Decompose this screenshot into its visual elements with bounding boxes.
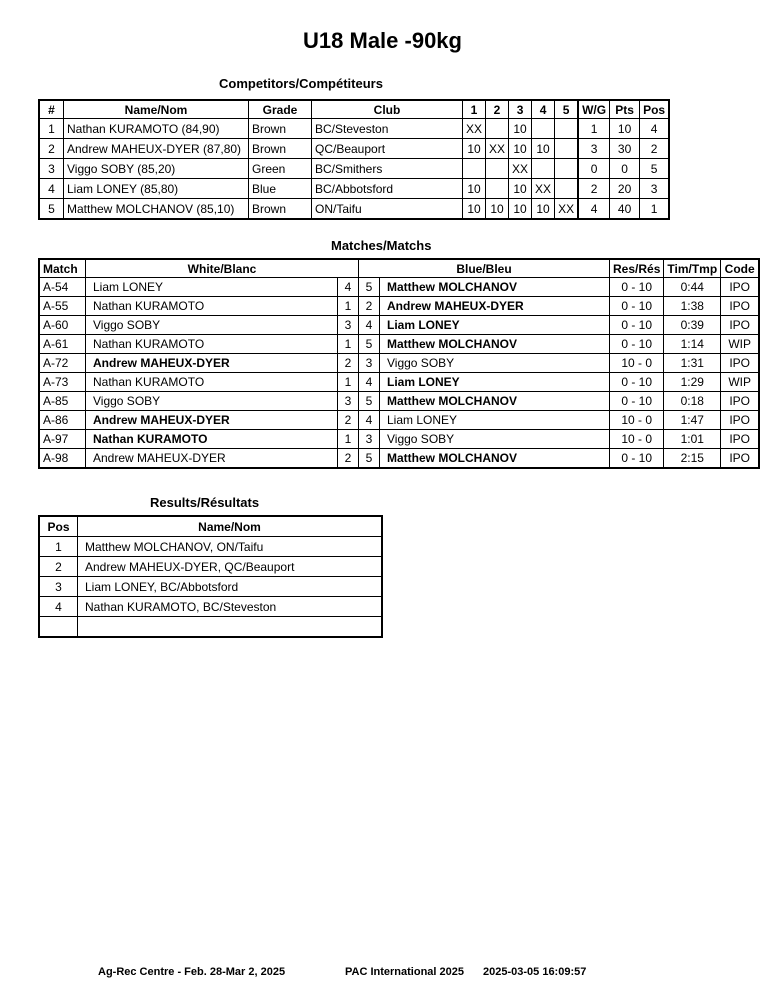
blue-competitor: Viggo SOBY xyxy=(380,430,610,449)
blue-competitor: Matthew MOLCHANOV xyxy=(380,392,610,411)
match-row xyxy=(39,449,759,469)
score-5 xyxy=(555,159,579,179)
white-competitor: Nathan KURAMOTO xyxy=(86,373,338,392)
blue-number: 3 xyxy=(359,430,380,449)
points: 20 xyxy=(610,179,640,199)
result-name: Nathan KURAMOTO, BC/Steveston xyxy=(78,597,383,617)
white-competitor: Andrew MAHEUX-DYER xyxy=(86,354,338,373)
result-position: 4 xyxy=(39,597,78,617)
wins: 3 xyxy=(578,139,610,159)
footer-venue: Ag-Rec Centre - Feb. 28-Mar 2, 2025 xyxy=(98,966,286,978)
club: BC/Abbotsford xyxy=(312,179,463,199)
grade: Green xyxy=(249,159,312,179)
match-result: 0 - 10 xyxy=(610,278,664,297)
result-row xyxy=(39,577,382,597)
match-result: 0 - 10 xyxy=(610,316,664,335)
match-time: 0:39 xyxy=(664,316,721,335)
col-header-match: Match xyxy=(39,259,86,278)
wins: 0 xyxy=(578,159,610,179)
match-result: 0 - 10 xyxy=(610,449,664,469)
match-result: 0 - 10 xyxy=(610,297,664,316)
match-id: A-97 xyxy=(39,430,86,449)
competitor-row xyxy=(39,159,669,179)
blue-competitor: Liam LONEY xyxy=(380,316,610,335)
result-name xyxy=(78,617,383,638)
score-4 xyxy=(532,159,555,179)
match-time: 1:14 xyxy=(664,335,721,354)
points: 0 xyxy=(610,159,640,179)
result-row xyxy=(39,617,382,638)
match-id: A-54 xyxy=(39,278,86,297)
result-position: 2 xyxy=(39,557,78,577)
competitors-section-title: Competitors/Compétiteurs xyxy=(219,76,383,91)
white-competitor: Viggo SOBY xyxy=(86,392,338,411)
white-competitor: Andrew MAHEUX-DYER xyxy=(86,411,338,430)
score-2: 10 xyxy=(486,199,509,220)
grade: Brown xyxy=(249,199,312,220)
match-row xyxy=(39,373,759,392)
col-header-wg: W/G xyxy=(578,100,610,119)
competitors-table xyxy=(38,99,670,220)
score-4: XX xyxy=(532,179,555,199)
match-result: 0 - 10 xyxy=(610,373,664,392)
score-1: 10 xyxy=(463,179,486,199)
position: 1 xyxy=(640,199,670,220)
match-row xyxy=(39,297,759,316)
match-code: IPO xyxy=(721,411,760,430)
position: 5 xyxy=(640,159,670,179)
col-header-time: Tim/Tmp xyxy=(664,259,721,278)
points: 40 xyxy=(610,199,640,220)
club: BC/Steveston xyxy=(312,119,463,139)
competitor-row xyxy=(39,179,669,199)
col-header-2: 2 xyxy=(486,100,509,119)
results-section-title: Results/Résultats xyxy=(150,495,260,510)
col-header-3: 3 xyxy=(509,100,532,119)
blue-number: 4 xyxy=(359,316,380,335)
results-table xyxy=(38,515,383,638)
white-competitor: Andrew MAHEUX-DYER xyxy=(86,449,338,469)
score-3: 10 xyxy=(509,139,532,159)
club: QC/Beauport xyxy=(312,139,463,159)
blue-competitor: Matthew MOLCHANOV xyxy=(380,278,610,297)
result-position: 3 xyxy=(39,577,78,597)
match-result: 0 - 10 xyxy=(610,335,664,354)
score-5 xyxy=(555,139,579,159)
results-header-row xyxy=(39,516,382,537)
grade: Brown xyxy=(249,119,312,139)
score-1 xyxy=(463,159,486,179)
score-4 xyxy=(532,119,555,139)
competitor-name: Andrew MAHEUX-DYER (87,80) xyxy=(64,139,249,159)
white-number: 2 xyxy=(338,411,359,430)
col-header-1: 1 xyxy=(463,100,486,119)
col-header-result: Res/Rés xyxy=(610,259,664,278)
score-1: 10 xyxy=(463,199,486,220)
match-result: 10 - 0 xyxy=(610,411,664,430)
match-row xyxy=(39,335,759,354)
row-number: 5 xyxy=(39,199,64,220)
match-id: A-73 xyxy=(39,373,86,392)
points: 30 xyxy=(610,139,640,159)
score-3: 10 xyxy=(509,199,532,220)
club: BC/Smithers xyxy=(312,159,463,179)
match-code: WIP xyxy=(721,335,760,354)
match-time: 1:31 xyxy=(664,354,721,373)
result-row xyxy=(39,537,382,557)
position: 3 xyxy=(640,179,670,199)
blue-number: 5 xyxy=(359,278,380,297)
row-number: 1 xyxy=(39,119,64,139)
result-row xyxy=(39,557,382,577)
col-header-name: Name/Nom xyxy=(64,100,249,119)
col-header-code: Code xyxy=(721,259,760,278)
white-competitor: Nathan KURAMOTO xyxy=(86,335,338,354)
score-3: 10 xyxy=(509,119,532,139)
blue-number: 5 xyxy=(359,335,380,354)
white-number: 4 xyxy=(338,278,359,297)
match-row xyxy=(39,430,759,449)
result-name: Matthew MOLCHANOV, ON/Taifu xyxy=(78,537,383,557)
match-time: 2:15 xyxy=(664,449,721,469)
col-header-4: 4 xyxy=(532,100,555,119)
blue-number: 3 xyxy=(359,354,380,373)
white-number: 2 xyxy=(338,449,359,469)
white-number: 1 xyxy=(338,373,359,392)
matches-section-title: Matches/Matchs xyxy=(331,238,432,253)
page-title: U18 Male -90kg xyxy=(303,28,462,53)
competitor-row xyxy=(39,199,669,220)
col-header-pts: Pts xyxy=(610,100,640,119)
white-number: 3 xyxy=(338,316,359,335)
match-id: A-86 xyxy=(39,411,86,430)
blue-number: 2 xyxy=(359,297,380,316)
competitors-header-row xyxy=(39,100,669,119)
score-2: XX xyxy=(486,139,509,159)
match-time: 1:47 xyxy=(664,411,721,430)
competitor-name: Matthew MOLCHANOV (85,10) xyxy=(64,199,249,220)
match-result: 10 - 0 xyxy=(610,430,664,449)
score-2 xyxy=(486,159,509,179)
col-header-5: 5 xyxy=(555,100,579,119)
match-code: IPO xyxy=(721,449,760,469)
result-name: Liam LONEY, BC/Abbotsford xyxy=(78,577,383,597)
col-header-grade: Grade xyxy=(249,100,312,119)
wins: 2 xyxy=(578,179,610,199)
result-row xyxy=(39,597,382,617)
competitor-name: Viggo SOBY (85,20) xyxy=(64,159,249,179)
match-time: 1:29 xyxy=(664,373,721,392)
position: 4 xyxy=(640,119,670,139)
col-header-number: # xyxy=(39,100,64,119)
competitor-row xyxy=(39,139,669,159)
matches-table xyxy=(38,258,760,469)
white-number: 3 xyxy=(338,392,359,411)
blue-number: 4 xyxy=(359,373,380,392)
match-time: 0:18 xyxy=(664,392,721,411)
match-row xyxy=(39,392,759,411)
position: 2 xyxy=(640,139,670,159)
match-row xyxy=(39,354,759,373)
score-2 xyxy=(486,179,509,199)
match-result: 0 - 10 xyxy=(610,392,664,411)
match-code: IPO xyxy=(721,392,760,411)
points: 10 xyxy=(610,119,640,139)
col-header-club: Club xyxy=(312,100,463,119)
match-code: IPO xyxy=(721,430,760,449)
match-code: WIP xyxy=(721,373,760,392)
blue-competitor: Andrew MAHEUX-DYER xyxy=(380,297,610,316)
match-code: IPO xyxy=(721,316,760,335)
match-time: 1:01 xyxy=(664,430,721,449)
footer-event: PAC International 2025 xyxy=(345,966,464,978)
blue-number: 5 xyxy=(359,392,380,411)
blue-competitor: Liam LONEY xyxy=(380,411,610,430)
matches-header-row xyxy=(39,259,759,278)
white-competitor: Nathan KURAMOTO xyxy=(86,430,338,449)
row-number: 3 xyxy=(39,159,64,179)
score-5 xyxy=(555,119,579,139)
score-5 xyxy=(555,179,579,199)
col-header-pos: Pos xyxy=(640,100,670,119)
white-competitor: Viggo SOBY xyxy=(86,316,338,335)
match-result: 10 - 0 xyxy=(610,354,664,373)
col-header-white: White/Blanc xyxy=(86,259,359,278)
row-number: 4 xyxy=(39,179,64,199)
match-id: A-85 xyxy=(39,392,86,411)
match-row xyxy=(39,278,759,297)
score-2 xyxy=(486,119,509,139)
competitor-row xyxy=(39,119,669,139)
col-header-result-pos: Pos xyxy=(39,516,78,537)
white-number: 2 xyxy=(338,354,359,373)
grade: Blue xyxy=(249,179,312,199)
match-id: A-60 xyxy=(39,316,86,335)
col-header-blue: Blue/Bleu xyxy=(359,259,610,278)
score-1: XX xyxy=(463,119,486,139)
club: ON/Taifu xyxy=(312,199,463,220)
white-competitor: Nathan KURAMOTO xyxy=(86,297,338,316)
match-id: A-61 xyxy=(39,335,86,354)
col-header-result-name: Name/Nom xyxy=(78,516,383,537)
blue-competitor: Matthew MOLCHANOV xyxy=(380,335,610,354)
match-time: 1:38 xyxy=(664,297,721,316)
white-number: 1 xyxy=(338,430,359,449)
match-code: IPO xyxy=(721,354,760,373)
blue-competitor: Viggo SOBY xyxy=(380,354,610,373)
blue-number: 5 xyxy=(359,449,380,469)
match-row xyxy=(39,316,759,335)
white-number: 1 xyxy=(338,297,359,316)
match-id: A-98 xyxy=(39,449,86,469)
score-4: 10 xyxy=(532,199,555,220)
blue-number: 4 xyxy=(359,411,380,430)
score-1: 10 xyxy=(463,139,486,159)
row-number: 2 xyxy=(39,139,64,159)
score-3: 10 xyxy=(509,179,532,199)
competitor-name: Liam LONEY (85,80) xyxy=(64,179,249,199)
footer-timestamp: 2025-03-05 16:09:57 xyxy=(483,966,587,978)
match-code: IPO xyxy=(721,278,760,297)
competitor-name: Nathan KURAMOTO (84,90) xyxy=(64,119,249,139)
grade: Brown xyxy=(249,139,312,159)
match-id: A-72 xyxy=(39,354,86,373)
white-competitor: Liam LONEY xyxy=(86,278,338,297)
match-time: 0:44 xyxy=(664,278,721,297)
blue-competitor: Liam LONEY xyxy=(380,373,610,392)
score-4: 10 xyxy=(532,139,555,159)
match-row xyxy=(39,411,759,430)
score-3: XX xyxy=(509,159,532,179)
white-number: 1 xyxy=(338,335,359,354)
blue-competitor: Matthew MOLCHANOV xyxy=(380,449,610,469)
result-position: 1 xyxy=(39,537,78,557)
match-code: IPO xyxy=(721,297,760,316)
match-id: A-55 xyxy=(39,297,86,316)
wins: 4 xyxy=(578,199,610,220)
result-position xyxy=(39,617,78,638)
wins: 1 xyxy=(578,119,610,139)
score-5: XX xyxy=(555,199,579,220)
result-name: Andrew MAHEUX-DYER, QC/Beauport xyxy=(78,557,383,577)
